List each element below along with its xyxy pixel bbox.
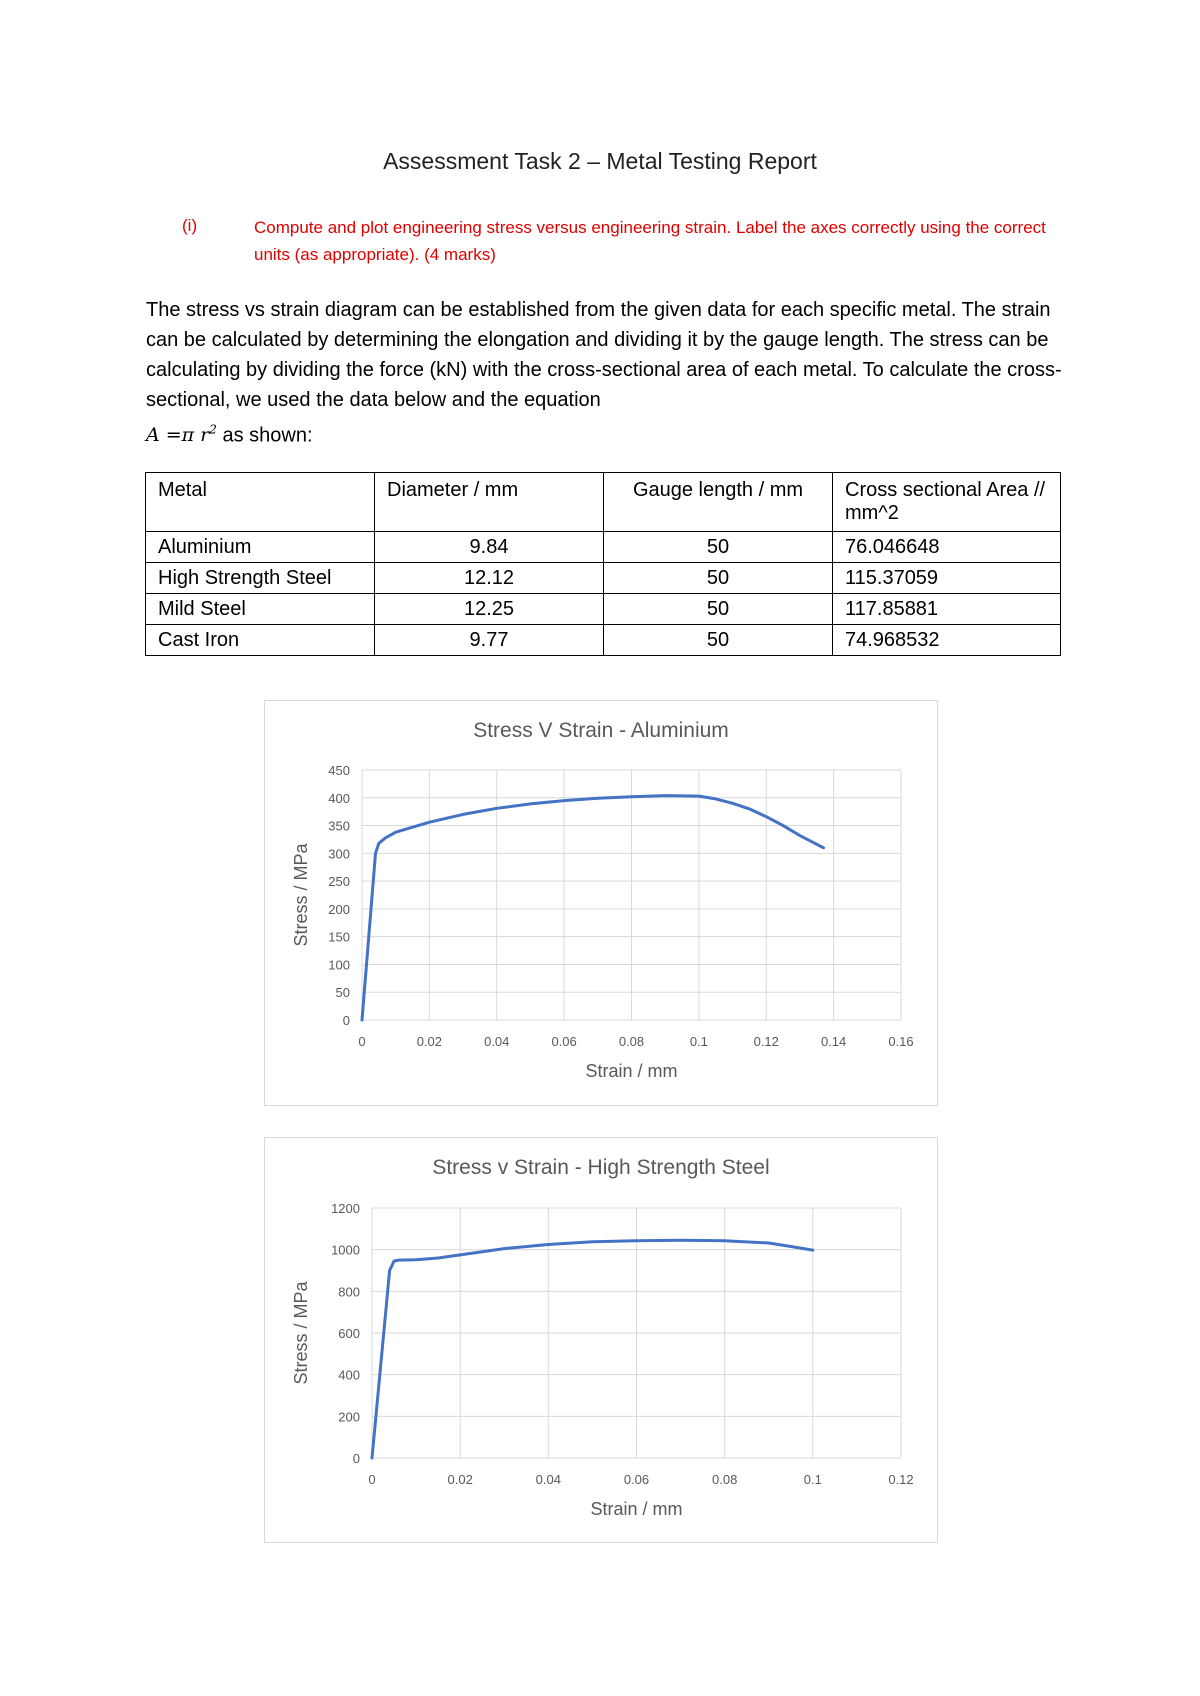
y-tick-label: 0 [342,1013,350,1028]
table-cell: 117.85881 [833,594,1061,625]
page-title: Assessment Task 2 – Metal Testing Report [383,148,817,174]
x-axis-label: Strain / mm [590,1499,683,1519]
x-tick-label: 0.12 [888,1472,914,1487]
table-row [146,625,1061,656]
x-tick-label: 0 [368,1472,376,1487]
y-tick-label: 100 [328,957,350,973]
equation-exponent: 2 [209,423,217,437]
table-cell: Mild Steel [146,594,375,625]
x-tick-label: 0.1 [803,1472,822,1487]
x-tick-label: 0.04 [484,1034,510,1049]
x-tick-label: 0.06 [551,1034,577,1049]
table-cell: 9.77 [375,625,604,656]
x-tick-label: 0.06 [623,1472,650,1487]
table-cell: Cast Iron [146,625,375,656]
table-row [146,563,1061,594]
x-tick-label: 0.16 [888,1034,914,1049]
y-tick-label: 800 [338,1284,360,1300]
table-cell: 115.37059 [833,563,1061,594]
y-tick-label: 250 [328,874,350,890]
y-tick-label: 50 [335,985,350,1001]
x-axis-label: Strain / mm [585,1061,678,1081]
series-line [372,1240,813,1458]
chart-title: Stress V Strain - Aluminium [473,719,729,742]
y-tick-label: 450 [328,763,350,778]
chart-aluminium-svg [265,701,937,1105]
y-tick-label: 400 [328,790,350,806]
table-cell: 12.12 [375,563,604,594]
header-diameter: Diameter / mm [375,473,604,532]
paragraph-tail: as shown: [216,424,313,447]
x-tick-label: 0.02 [447,1472,473,1487]
table-row [146,594,1061,625]
table-header-row [146,473,1061,532]
x-tick-label: 0 [358,1034,366,1049]
table-cell: 9.84 [375,532,604,563]
table-cell: Aluminium [146,532,375,563]
y-axis-label: Stress / MPa [291,843,311,947]
question-number: (i) [182,216,198,235]
y-tick-label: 200 [328,901,350,917]
table-cell: 74.968532 [833,625,1061,656]
y-tick-label: 1000 [331,1242,360,1258]
chart-high-strength-steel-svg [265,1138,937,1542]
body-paragraph [146,295,1066,450]
table-cell: 50 [604,532,833,563]
x-tick-label: 0.1 [689,1034,708,1049]
question-text: Compute and plot engineering stress versus engineering strain. Label the axes correctly using the correct units (as appropriate). (4 marks) [254,218,1046,264]
y-axis-label: Stress / MPa [291,1281,311,1385]
table-cell: 12.25 [375,594,604,625]
y-tick-label: 400 [338,1367,360,1383]
y-tick-label: 600 [338,1326,360,1341]
table-cell: 50 [604,563,833,594]
header-metal: Metal [146,473,375,532]
table-cell: 50 [604,594,833,625]
series-line [362,796,824,1020]
y-tick-label: 350 [328,818,350,834]
y-tick-label: 300 [328,846,350,862]
paragraph-text: The stress vs strain diagram can be established from the given data for each specific metal. The strain can be calculated by determining the elongation and dividing it by the gauge length. The stress can be calculating by dividing the force (kN) with the cross-sectional area of each metal. To calculate the cross-sectional, we used the data below and the equation [146,299,1062,411]
x-tick-label: 0.04 [535,1472,561,1487]
x-tick-label: 0.08 [712,1472,738,1487]
metal-data-table [145,472,1061,656]
y-tick-label: 0 [352,1451,360,1466]
x-tick-label: 0.02 [416,1034,443,1049]
x-tick-label: 0.08 [618,1034,645,1049]
table-cell: 76.046648 [833,532,1061,563]
x-tick-label: 0.12 [753,1034,779,1049]
x-tick-label: 0.14 [820,1034,847,1049]
area-equation: A =π $r^2$ [146,423,217,447]
header-cross-sectional-area: Cross sectional Area // mm^2 [833,473,1061,532]
chart-aluminium [264,700,938,1106]
header-gauge-length: Gauge length / mm [604,473,833,532]
y-tick-label: 1200 [331,1201,360,1216]
table-row [146,532,1061,563]
y-tick-label: 150 [328,929,350,945]
y-tick-label: 200 [338,1409,360,1425]
table-cell: 50 [604,625,833,656]
chart-high-strength-steel [264,1137,938,1543]
chart-title: Stress v Strain - High Strength Steel [432,1156,770,1179]
table-cell: High Strength Steel [146,563,375,594]
